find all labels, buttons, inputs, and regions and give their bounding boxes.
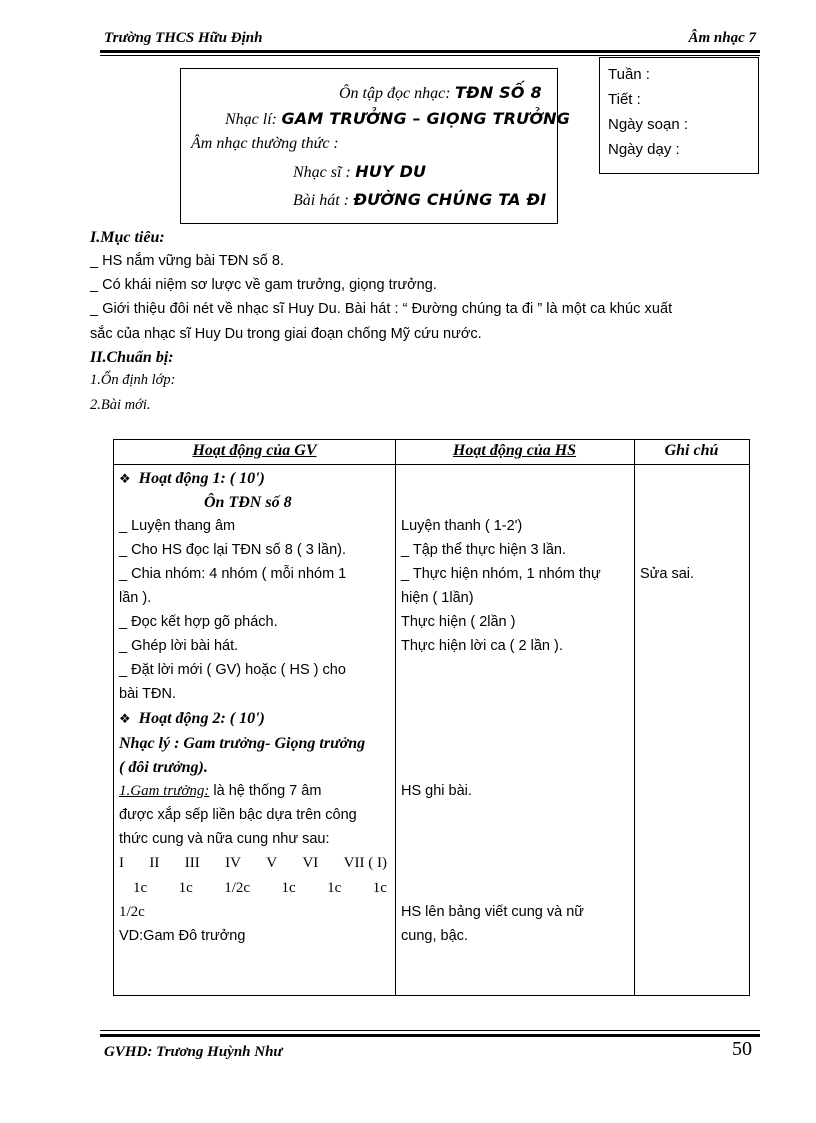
gam-definition-line: 1.Gam trưởng: là hệ thống 7 âm (119, 783, 322, 799)
prep-date-field: Ngày soạn : (608, 116, 689, 133)
hs-line: HS lên bảng viết cung và nữ (401, 904, 585, 920)
page-header (100, 28, 760, 50)
hs-line: _ Thực hiện nhóm, 1 nhóm thự (401, 566, 601, 582)
school-name: Trường THCS Hữu Định (104, 30, 263, 46)
gv-line: bài TĐN. (119, 686, 176, 702)
objective-item: _ Giới thiệu đôi nét về nhạc sĩ Huy Du. Bài hát : “ Đường chúng ta đi ” là một ca khúc xuất (90, 301, 673, 317)
objective-item: _ HS nắm vững bài TĐN số 8. (90, 253, 284, 269)
objective-item-continued: sắc của nhạc sĩ Huy Du trong giai đoạn chống Mỹ cứu nước. (90, 326, 482, 342)
title-line-1: Ôn tập đọc nhạc: TĐN SỐ 8 (339, 83, 542, 102)
hs-line: Thực hiện lời ca ( 2 lần ). (401, 638, 563, 654)
gv-line: _ Cho HS đọc lại TĐN số 8 ( 3 lần). (119, 542, 346, 558)
header-rule-thick (100, 50, 760, 53)
gv-line: _ Luyện thang âm (119, 518, 236, 534)
title-line-2: Nhạc lí: GAM TRƯỞNG – GIỌNG TRƯỞNG (225, 109, 571, 128)
diamond-bullet-icon: ❖ (119, 472, 131, 487)
lesson-title-box (180, 68, 571, 224)
title-line-4: Nhạc sĩ : HUY DU (293, 162, 427, 181)
activity-1-title: ❖ Hoạt động 1: ( 10') (119, 470, 265, 487)
objectives-heading: I.Mục tiêu: (90, 229, 165, 246)
scale-degrees: I II III IV V VI VII ( I) (119, 855, 387, 871)
hs-line: _ Tập thể thực hiện 3 lần. (401, 542, 567, 558)
page-number: 50 (732, 1038, 752, 1060)
schedule-info-box (599, 57, 759, 174)
gv-line: _ Đặt lời mới ( GV) hoặc ( HS ) cho (119, 662, 346, 678)
hs-line: HS ghi bài. (401, 783, 472, 799)
column-header-gv: Hoạt động của GV (192, 442, 317, 459)
activity-table (113, 439, 750, 996)
header-rule-thin (100, 55, 760, 56)
activity-2-subtitle-cont: ( đôi trưởng). (119, 759, 208, 776)
period-field: Tiết : (608, 91, 641, 108)
preparation-item: 2.Bài mới. (90, 397, 151, 413)
gv-line: _ Chia nhóm: 4 nhóm ( mỗi nhóm 1 (119, 566, 347, 582)
gv-line: _ Đọc kết hợp gõ phách. (119, 614, 278, 630)
hs-line: cung, bậc. (401, 928, 468, 944)
gv-line: lần ). (119, 590, 152, 606)
hs-line: Thực hiện ( 2lần ) (401, 614, 516, 630)
hs-line: hiện ( 1lần) (401, 590, 474, 606)
scale-intervals: 1c 1c 1/2c 1c 1c 1c (133, 880, 387, 896)
preparation-item: 1.Ổn định lớp: (90, 372, 176, 388)
column-header-note: Ghi chú (664, 442, 719, 459)
note-line: Sửa sai. (640, 566, 695, 582)
gv-line: được xắp sếp liền bậc dựa trên công (119, 807, 357, 823)
header-row-divider (114, 464, 749, 465)
gv-line: _ Ghép lời bài hát. (119, 638, 239, 654)
activity-1-subtitle: Ôn TĐN số 8 (204, 494, 292, 511)
subject-name: Âm nhạc 7 (688, 30, 756, 46)
week-field: Tuần : (608, 66, 650, 83)
teach-date-field: Ngày dạy : (608, 141, 680, 158)
objective-item: _ Có khái niệm sơ lược về gam trưởng, giọng trưởng. (90, 277, 437, 293)
footer-rule-thin (100, 1030, 760, 1031)
scale-last-interval: 1/2c (119, 904, 145, 920)
column-divider (634, 440, 635, 995)
hs-line: Luyện thanh ( 1-2') (401, 518, 523, 534)
preparation-heading: II.Chuẩn bị: (90, 349, 174, 366)
activity-2-title: ❖ Hoạt động 2: ( 10') (119, 710, 265, 727)
title-line-3: Âm nhạc thường thức : (191, 135, 339, 152)
teacher-name: GVHD: Trương Huỳnh Như (104, 1044, 283, 1060)
column-divider (395, 440, 396, 995)
footer-rule-thick (100, 1034, 760, 1037)
diamond-bullet-icon: ❖ (119, 712, 131, 727)
column-header-hs: Hoạt động của HS (452, 442, 577, 459)
gv-line: thức cung và nữa cung như sau: (119, 831, 330, 847)
title-line-5: Bài hát : ĐƯỜNG CHÚNG TA ĐI (293, 190, 547, 209)
activity-2-subtitle: Nhạc lý : Gam trưởng- Giọng trưởng (119, 735, 366, 752)
example-line: VD:Gam Đô trưởng (119, 928, 246, 944)
